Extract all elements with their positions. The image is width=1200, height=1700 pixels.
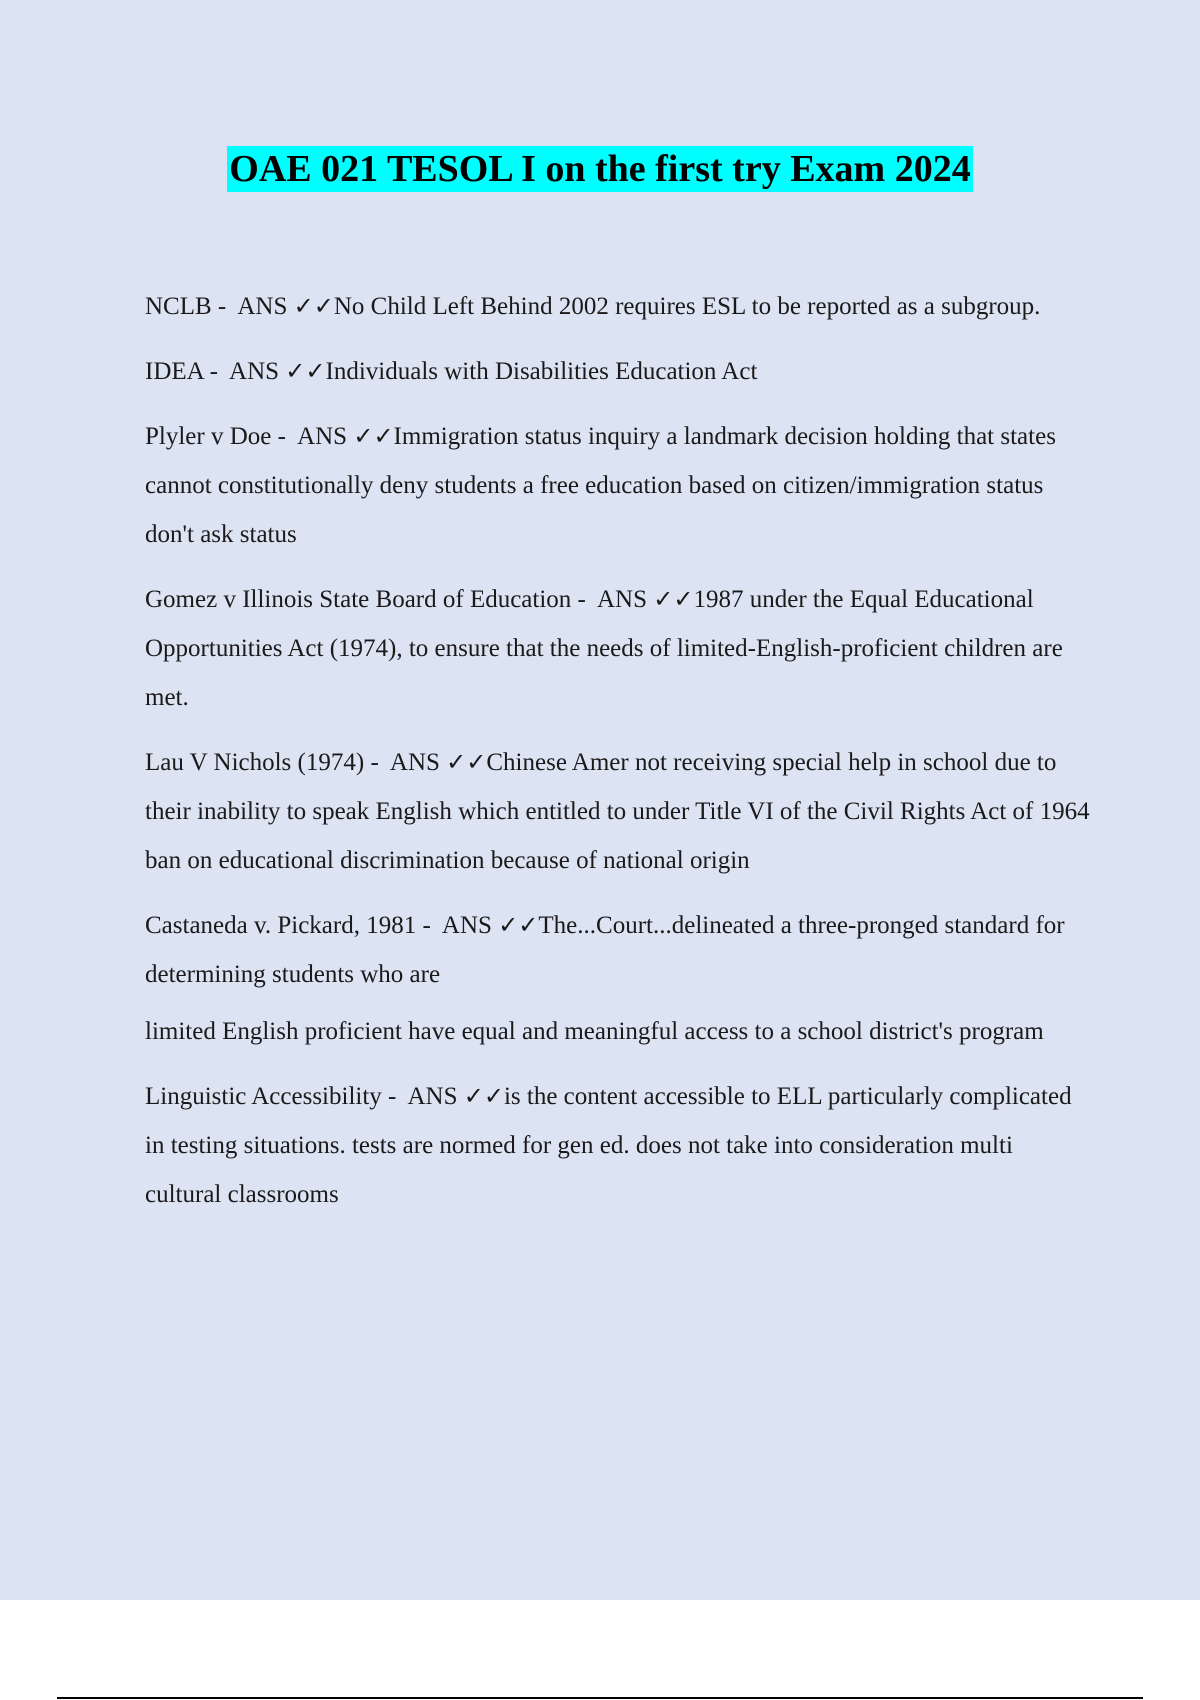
check-mark-icon: ✓✓ <box>446 748 487 776</box>
entry-term: Gomez v Illinois State Board of Education - ANS <box>145 586 654 613</box>
document-title: OAE 021 TESOL I on the first try Exam 2024 <box>229 148 971 190</box>
entry-term: IDEA - ANS <box>145 358 286 385</box>
qa-entry-linguistic-accessibility <box>145 1072 1095 1219</box>
check-mark-icon: ✓✓ <box>353 422 394 450</box>
qa-entry-castaneda <box>145 901 1095 999</box>
check-mark-icon: ✓✓ <box>463 1082 504 1110</box>
entry-answer: Immigration status inquiry a landmark decision holding that states cannot constitutionally deny students a free education based on citizen/immigration status don't ask status <box>145 423 1063 548</box>
entry-answer: is the content accessible to ELL particularly complicated in testing situations. tests are normed for gen ed. does not take into consideration multi cultural classrooms <box>145 1083 1078 1208</box>
entry-term: Castaneda v. Pickard, 1981 - ANS <box>145 912 499 939</box>
qa-entry-nclb <box>145 282 1095 331</box>
qa-entry-idea <box>145 347 1095 396</box>
qa-entry-plyler <box>145 412 1095 559</box>
footer-divider <box>57 1697 1143 1699</box>
qa-entry-lau <box>145 738 1095 885</box>
entry-answer: Individuals with Disabilities Education Act <box>325 358 758 385</box>
entry-term: NCLB - ANS <box>145 293 294 320</box>
entry-answer: The...Court...delineated a three-pronged standard for determining students who are <box>145 912 1071 988</box>
entry-term: Plyler v Doe - ANS <box>145 423 354 450</box>
qa-list <box>145 282 1095 1235</box>
entry-answer: No Child Left Behind 2002 requires ESL to be reported as a subgroup. <box>333 293 1041 320</box>
entry-answer: Chinese Amer not receiving special help in school due to their inability to speak English which entitled to under Title VI of the Civil Rights Act of 1964 ban on educational discrimination because of national origin <box>145 749 1096 874</box>
check-mark-icon: ✓✓ <box>285 357 326 385</box>
qa-entry-castaneda-continuation: limited English proficient have equal and meaningful access to a school district's program <box>145 1018 1044 1045</box>
entry-term: Linguistic Accessibility - ANS <box>145 1083 464 1110</box>
check-mark-icon: ✓✓ <box>293 292 334 320</box>
qa-entry-gomez <box>145 575 1095 722</box>
entry-answer: 1987 under the Equal Educational Opportunities Act (1974), to ensure that the needs of limited-English-proficient children are met. <box>145 586 1070 711</box>
title-container <box>0 146 1200 192</box>
check-mark-icon: ✓✓ <box>498 911 539 939</box>
entry-term: Lau V Nichols (1974) - ANS <box>145 749 447 776</box>
check-mark-icon: ✓✓ <box>653 585 694 613</box>
